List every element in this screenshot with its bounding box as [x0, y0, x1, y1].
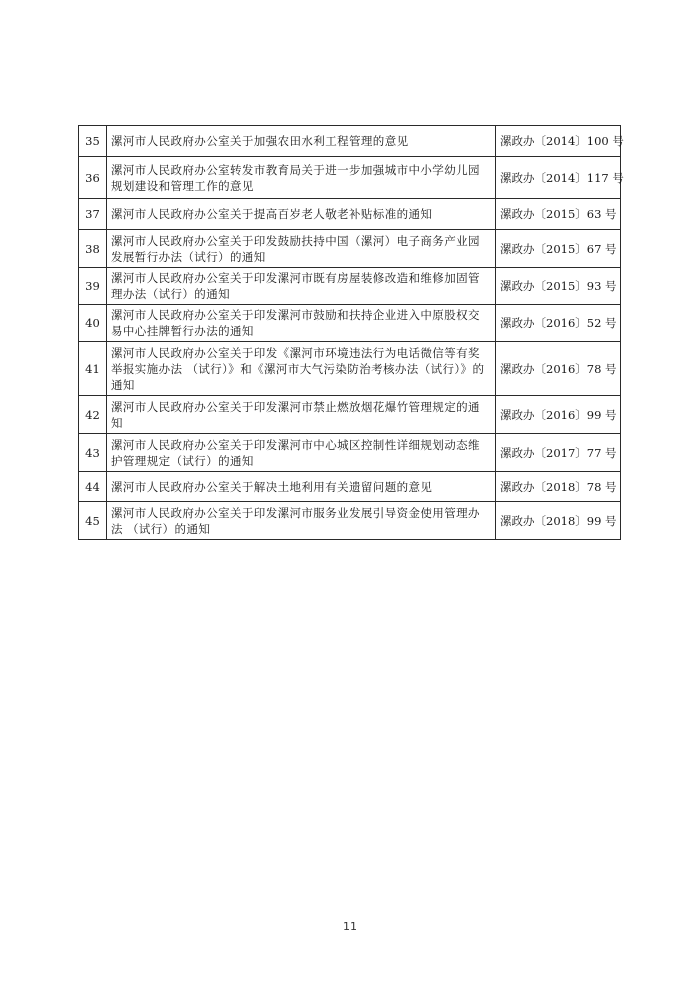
table-row [79, 268, 621, 305]
table-row [79, 342, 621, 396]
table-row [79, 502, 621, 540]
document-code: 漯政办〔2018〕99 号 [496, 502, 621, 540]
document-title: 漯河市人民政府办公室关于印发漯河市鼓励和扶持企业进入中原股权交易中心挂牌暂行办法的通知 [107, 305, 496, 342]
document-code: 漯政办〔2018〕78 号 [496, 472, 621, 502]
document-title: 漯河市人民政府办公室关于解决土地利用有关遗留问题的意见 [107, 472, 496, 502]
row-number: 39 [79, 268, 107, 305]
table-row [79, 199, 621, 230]
document-title: 漯河市人民政府办公室关于印发《漯河市环境违法行为电话微信等有奖举报实施办法 （试行）》和《漯河市大气污染防治考核办法（试行）》的通知 [107, 342, 496, 396]
document-code: 漯政办〔2016〕78 号 [496, 342, 621, 396]
document-code: 漯政办〔2016〕99 号 [496, 396, 621, 434]
document-title: 漯河市人民政府办公室关于印发漯河市服务业发展引导资金使用管理办法 （试行）的通知 [107, 502, 496, 540]
document-code: 漯政办〔2014〕117 号 [496, 157, 621, 199]
document-code: 漯政办〔2015〕67 号 [496, 230, 621, 268]
document-title: 漯河市人民政府办公室转发市教育局关于进一步加强城市中小学幼儿园规划建设和管理工作的意见 [107, 157, 496, 199]
row-number: 38 [79, 230, 107, 268]
document-code: 漯政办〔2015〕63 号 [496, 199, 621, 230]
document-code: 漯政办〔2015〕93 号 [496, 268, 621, 305]
document-title: 漯河市人民政府办公室关于印发漯河市禁止燃放烟花爆竹管理规定的通知 [107, 396, 496, 434]
table-row [79, 230, 621, 268]
document-title: 漯河市人民政府办公室关于提高百岁老人敬老补贴标准的通知 [107, 199, 496, 230]
table-row [79, 305, 621, 342]
row-number: 41 [79, 342, 107, 396]
document-title: 漯河市人民政府办公室关于印发漯河市中心城区控制性详细规划动态维护管理规定（试行）的通知 [107, 434, 496, 472]
row-number: 44 [79, 472, 107, 502]
document-title: 漯河市人民政府办公室关于印发漯河市既有房屋装修改造和维修加固管理办法（试行）的通知 [107, 268, 496, 305]
row-number: 35 [79, 126, 107, 157]
table-row [79, 157, 621, 199]
document-code: 漯政办〔2017〕77 号 [496, 434, 621, 472]
row-number: 42 [79, 396, 107, 434]
table-row [79, 126, 621, 157]
document-code: 漯政办〔2016〕52 号 [496, 305, 621, 342]
row-number: 37 [79, 199, 107, 230]
table-row [79, 396, 621, 434]
document-title: 漯河市人民政府办公室关于印发鼓励扶持中国（漯河）电子商务产业园发展暂行办法（试行）的通知 [107, 230, 496, 268]
document-title: 漯河市人民政府办公室关于加强农田水利工程管理的意见 [107, 126, 496, 157]
row-number: 45 [79, 502, 107, 540]
row-number: 40 [79, 305, 107, 342]
table-row [79, 434, 621, 472]
document-code: 漯政办〔2014〕100 号 [496, 126, 621, 157]
document-list-table [78, 125, 624, 540]
row-number: 43 [79, 434, 107, 472]
page-number: 11 [343, 920, 357, 933]
table-row [79, 472, 621, 502]
row-number: 36 [79, 157, 107, 199]
